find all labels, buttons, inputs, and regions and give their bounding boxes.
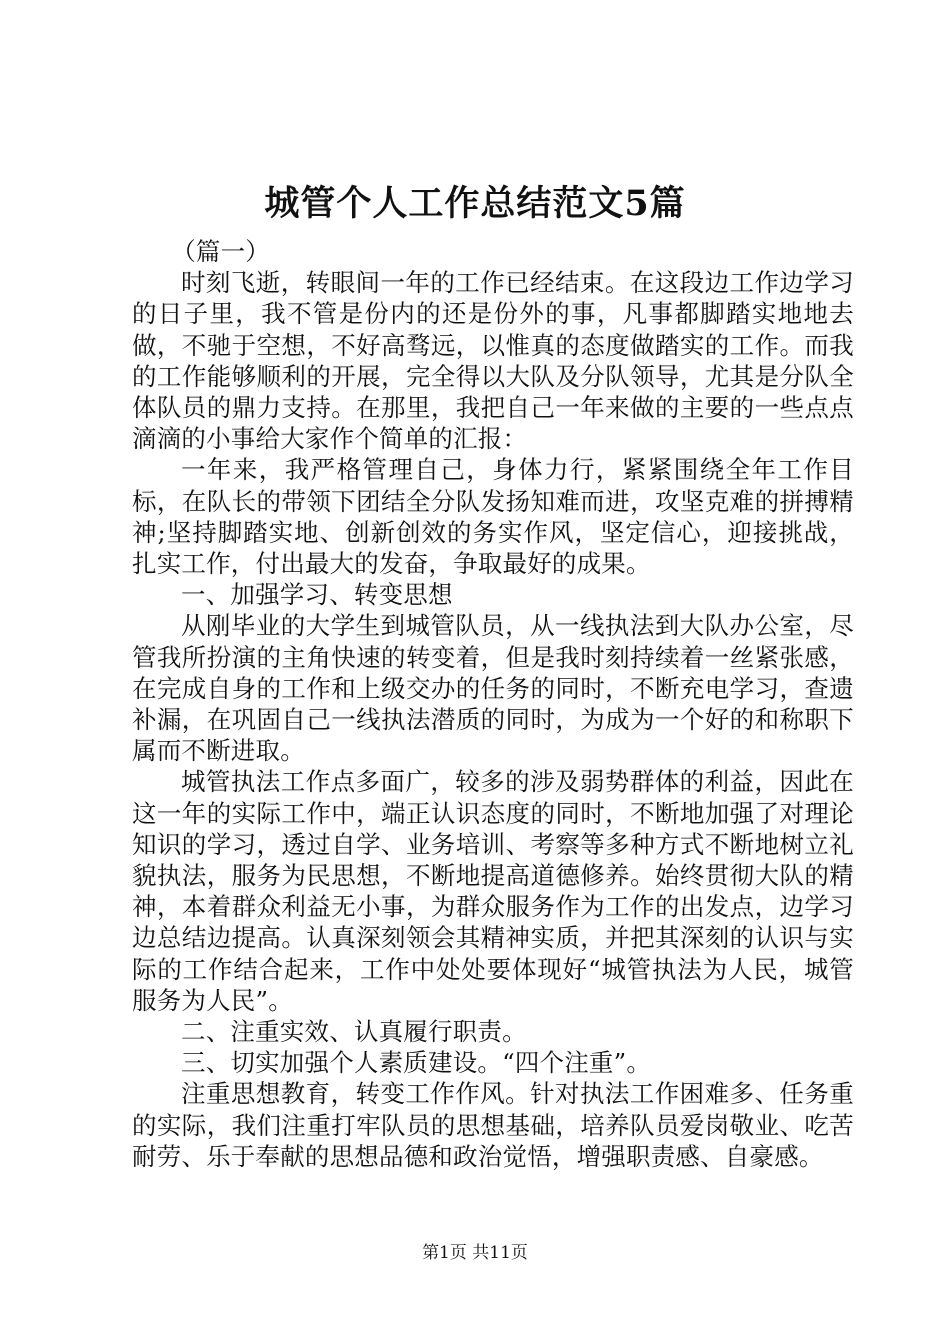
section-heading-1: 一、加强学习、转变思想 (181, 580, 453, 610)
page-indicator: 第1页 共11页 (422, 1243, 528, 1263)
document-body (132, 236, 854, 1172)
paragraph-summary: 一年来，我严格管理自己，身体力行，紧紧围绕全年工作目标，在队长的带领下团结全分队发扬知难而进，攻坚克难的拼搏精神;坚持脚踏实地、创新创效的务实作风，坚定信心，迎接挑战，扎实工作，付出最大的发奋，争取最好的成果。 (132, 455, 854, 579)
paragraph-education: 注重思想教育，转变工作作风。针对执法工作困难多、任务重的实际，我们注重打牢队员的思想基础，培养队员爱岗敬业、吃苦耐劳、乐于奉献的思想品德和政治觉悟，增强职责感、自豪感。 (132, 1079, 854, 1171)
paragraph-learning: 从刚毕业的大学生到城管队员，从一线执法到大队办公室，尽管我所扮演的主角快速的转变着，但是我时刻持续着一丝紧张感，在完成自身的工作和上级交办的任务的同时，不断充电学习，查遗补漏，在巩固自己一线执法潜质的同时，为成为一个好的和称职下属而不断进取。 (132, 611, 854, 766)
chapter-label: （篇一） (171, 237, 270, 266)
section-heading-3: 三、切实加强个人素质建设。“四个注重”。 (181, 1048, 652, 1078)
paragraph-theory: 城管执法工作点多面广，较多的涉及弱势群体的利益，因此在这一年的实际工作中，端正认识态度的同时，不断地加强了对理论知识的学习，透过自学、业务培训、考察等多种方式不断地树立礼貌执法，服务为民思想，不断地提高道德修养。始终贯彻大队的精神，本着群众利益无小事，为群众服务作为工作的出发点，边学习边总结边提高。认真深刻领会其精神实质，并把其深刻的认识与实际的工作结合起来，工作中处处要体现好“城管执法为人民，城管服务为人民”。 (132, 767, 854, 1015)
section-heading-2: 二、注重实效、认真履行职责。 (181, 1017, 527, 1047)
paragraph-intro: 时刻飞逝，转眼间一年的工作已经结束。在这段边工作边学习的日子里，我不管是份内的还是份外的事，凡事都脚踏实地地去做，不驰于空想，不好高骛远，以惟真的态度做踏实的工作。而我的工作能够顺利的开展，完全得以大队及分队领导，尤其是分队全体队员的鼎力支持。在那里，我把自己一年来做的主要的一些点点滴滴的小事给大家作个简单的汇报： (132, 268, 854, 454)
document-title: 城管个人工作总结范文5篇 (264, 183, 686, 224)
